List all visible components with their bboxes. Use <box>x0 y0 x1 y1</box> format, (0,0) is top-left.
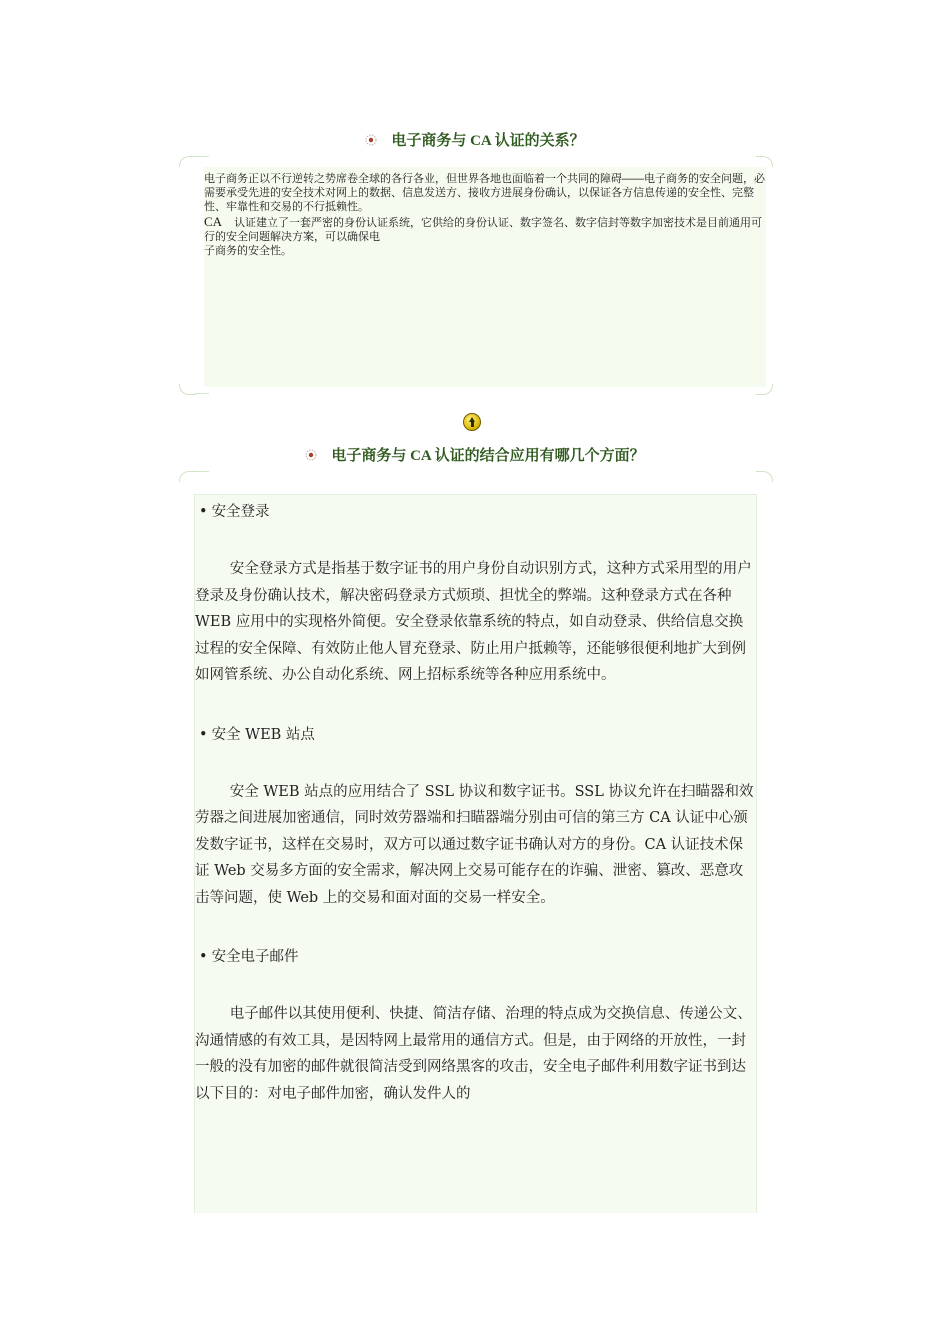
frame-corner <box>179 156 196 167</box>
section1-paragraph: CA 认证建立了一套严密的身份认证系统，它供给的身份认证、数字签名、数字信封等数字加密技术是目前通用可行的安全问题解决方案，可以确保电 <box>204 214 763 243</box>
flower-bullet-icon <box>305 449 317 461</box>
section-paragraph: 安全 WEB 站点的应用结合了 SSL 协议和数字证书。SSL 协议允许在扫瞄器和效劳器之间进展加密通信，同时效劳器端和扫瞄器端分别由可信的第三方 CA 认证中心颁发数字证书，这样在交易时，双方可以通过数字证书确认对方的身份。CA 认证技术保证 Web 交易多方面的安全需求，解决网上交易可能存在的诈骗、泄密、篡改、恶意攻击等问题，使 Web 上的交易和面对面的交易一样安全。 <box>195 783 754 906</box>
back-to-top-icon[interactable] <box>463 413 481 431</box>
frame-line <box>195 471 209 472</box>
section1-paragraph: 电子商务正以不行逆转之势席卷全球的各行各业，但世界各地也面临着一个共同的障碍——电子商务的安全问题，必需要承受先进的安全技术对网上的数据、信息发送方、接收方进展身份确认，以保证各方信息传递的安全性、完整性、牢靠性和交易的不行抵赖性。 <box>204 173 765 213</box>
section1-paragraph-end: 子商务的安全性。 <box>204 245 292 257</box>
frame-line <box>195 156 209 157</box>
section1-content <box>204 167 766 387</box>
section2-content <box>194 494 757 1213</box>
frame-corner <box>756 156 773 167</box>
section-heading: • 安全 WEB 站点 <box>199 726 315 743</box>
section1-title: 电子商务与 CA 认证的关系？ <box>0 129 950 150</box>
frame-corner <box>179 384 196 395</box>
section-heading: • 安全登录 <box>199 504 270 520</box>
section-paragraph: 安全登录方式是指基于数字证书的用户身份自动识别方式，这种方式采用型的用户登录及身份确认技术，解决密码登录方式烦琐、担忧全的弊端。这种登录方式在各种 WEB 应用中的实现格外简便。安全登录依靠系统的特点，如自动登录、供给信息交换过程的安全保障、有效防止他人冒充登录、防止用户抵赖等，还能够很便利地扩大到例如网管系统、办公自动化系统、网上招标系统等各种应用系统中。 <box>195 561 752 683</box>
section-heading: • 安全电子邮件 <box>199 949 299 965</box>
flower-bullet-icon <box>365 134 377 146</box>
frame-line <box>195 393 209 394</box>
section-paragraph: 电子邮件以其使用便利、快捷、简洁存储、治理的特点成为交换信息、传递公文、沟通情感的有效工具，是因特网上最常用的通信方式。但是，由于网络的开放性，一封一般的没有加密的邮件就很简洁受到网络黑客的攻击，安全电子邮件利用数字证书到达以下目的：对电子邮件加密，确认发件人的 <box>195 1006 752 1102</box>
frame-corner <box>179 471 196 482</box>
frame-corner <box>756 471 773 482</box>
section2-title: 电子商务与 CA 认证的结合应用有哪几个方面？ <box>0 444 950 465</box>
